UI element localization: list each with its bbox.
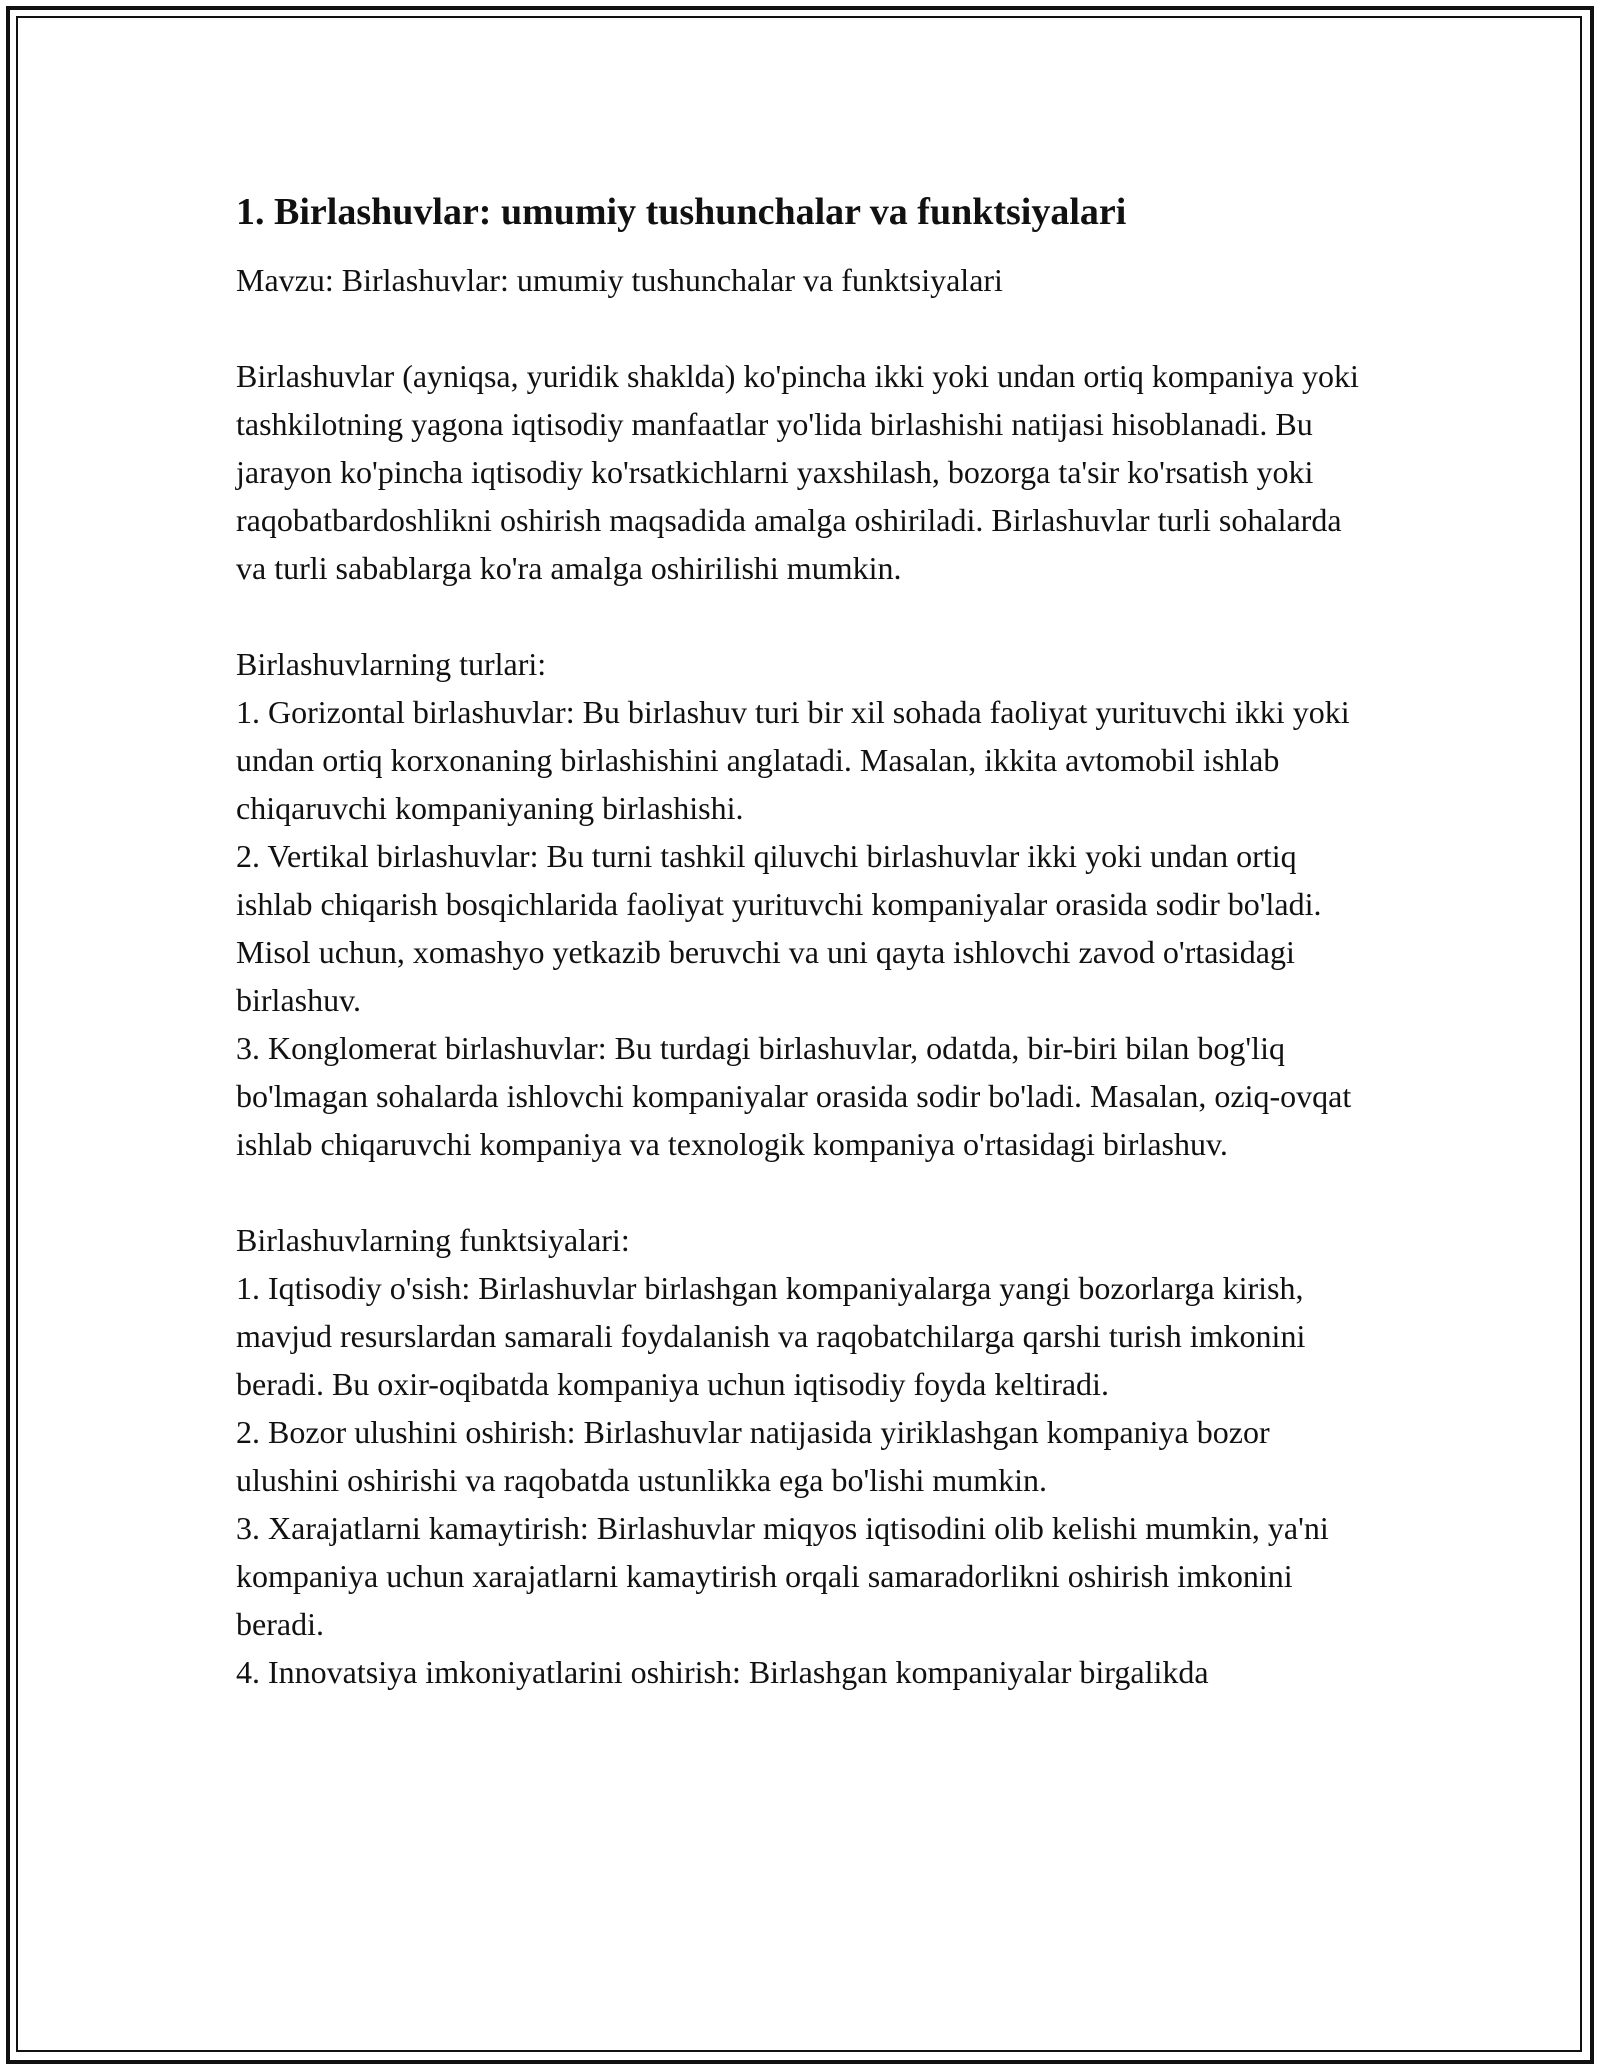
functions-list-item: 2. Bozor ulushini oshirish: Birlashuvlar natijasida yiriklashgan kompaniya bozor ulushini oshirishi va raqobatda ustunlikka ega bo'lishi mumkin. [236, 1414, 1270, 1498]
types-list-item: 1. Gorizontal birlashuvlar: Bu birlashuv turi bir xil sohada faoliyat yurituvchi ikki yoki undan ortiq korxonaning birlashishini anglatadi. Masalan, ikkita avtomobil ishlab chiqaruvchi kompaniyaning birlashishi. [236, 694, 1350, 826]
intro-paragraph: Birlashuvlar (ayniqsa, yuridik shaklda) ko'pincha ikki yoki undan ortiq kompaniya yoki tashkilotning yagona iqtisodiy manfaatlar yo'lida birlashishi natijasi hisoblanadi. Bu jarayon ko'pincha iqtisodiy ko'rsatkichlarni yaxshilash, bozorga ta'sir ko'rsatish yoki raqobatbardoshlikni oshirish maqsadida amalga oshiriladi. Birlashuvlar turli sohalarda va turli sabablarga ko'ra amalga oshirilishi mumkin. [236, 358, 1359, 586]
functions-list-item: 4. Innovatsiya imkoniyatlarini oshirish: Birlashgan kompaniyalar birgalikda [236, 1654, 1209, 1690]
types-list [236, 688, 1376, 1168]
types-list-item: 2. Vertikal birlashuvlar: Bu turni tashkil qiluvchi birlashuvlar ikki yoki undan ortiq ishlab chiqarish bosqichlarida faoliyat yurituvchi kompaniyalar orasida sodir bo'ladi. Misol uchun, xomashyo yetkazib beruvchi va uni qayta ishlovchi zavod o'rtasidagi birlashuv. [236, 838, 1322, 1018]
document-page [236, 186, 1376, 1696]
functions-list-item: 1. Iqtisodiy o'sish: Birlashuvlar birlashgan kompaniyalarga yangi bozorlarga kirish, mavjud resurslardan samarali foydalanish va raqobatchilarga qarshi turish imkonini beradi. Bu oxir-oqibatda kompaniya uchun iqtisodiy foyda keltiradi. [236, 1270, 1306, 1402]
types-list-item: 3. Konglomerat birlashuvlar: Bu turdagi birlashuvlar, odatda, bir-biri bilan bog'liq bo'lmagan sohalarda ishlovchi kompaniyalar orasida sodir bo'ladi. Masalan, oziq-ovqat ishlab chiqaruvchi kompaniya va texnologik kompaniya o'rtasidagi birlashuv. [236, 1030, 1352, 1162]
functions-list [236, 1264, 1376, 1696]
functions-list-item: 3. Xarajatlarni kamaytirish: Birlashuvlar miqyos iqtisodini olib kelishi mumkin, ya'ni kompaniya uchun xarajatlarni kamaytirish orqali samaradorlikni oshirish imkonini beradi. [236, 1510, 1329, 1642]
functions-section [236, 1216, 1376, 1696]
types-section [236, 640, 1376, 1168]
subject-line: Mavzu: Birlashuvlar: umumiy tushunchalar va funktsiyalari [236, 262, 1003, 298]
functions-heading: Birlashuvlarning funktsiyalari: [236, 1222, 630, 1258]
document-title: 1. Birlashuvlar: umumiy tushunchalar va funktsiyalari [236, 191, 1127, 233]
types-heading: Birlashuvlarning turlari: [236, 646, 547, 682]
